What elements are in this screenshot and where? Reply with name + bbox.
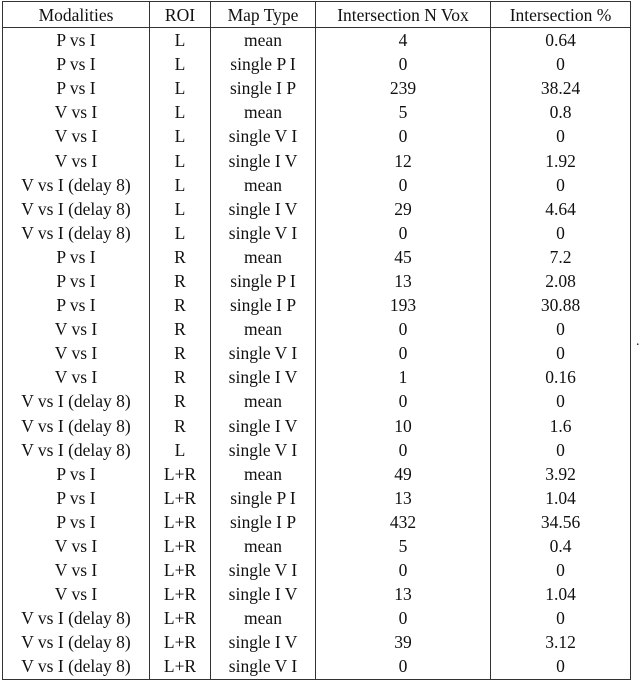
cell-intersection-n-vox: 432 [316,510,491,534]
table-row [3,582,631,606]
cell-map-type: mean [211,173,316,197]
cell-map-type: single I P [211,510,316,534]
cell-roi: R [150,317,211,341]
cell-roi: L [150,221,211,245]
cell-roi: L [150,197,211,221]
table-row [3,197,631,221]
cell-roi: L+R [150,630,211,654]
table-row [3,414,631,438]
cell-intersection-n-vox: 0 [316,438,491,462]
cell-map-type: mean [211,245,316,269]
cell-intersection-n-vox: 10 [316,414,491,438]
cell-modalities: P vs I [3,28,150,53]
cell-roi: L+R [150,486,211,510]
cell-intersection-n-vox: 0 [316,341,491,365]
cell-map-type: single V I [211,438,316,462]
cell-intersection-n-vox: 45 [316,245,491,269]
cell-intersection-n-vox: 5 [316,100,491,124]
header-row [3,2,631,28]
cell-map-type: single I P [211,293,316,317]
cell-modalities: P vs I [3,293,150,317]
table-row [3,389,631,413]
cell-modalities: V vs I (delay 8) [3,630,150,654]
table-row [3,606,631,630]
cell-map-type: single V I [211,654,316,679]
cell-map-type: single P I [211,52,316,76]
cell-modalities: V vs I (delay 8) [3,197,150,221]
cell-map-type: mean [211,462,316,486]
table-row [3,317,631,341]
cell-intersection-percent: 0.64 [491,28,631,53]
cell-roi: R [150,365,211,389]
cell-intersection-percent: 0 [491,654,631,679]
cell-roi: L [150,76,211,100]
cell-roi: L [150,148,211,172]
cell-modalities: V vs I [3,582,150,606]
cell-intersection-percent: 0 [491,606,631,630]
cell-modalities: V vs I [3,148,150,172]
cell-intersection-percent: 2.08 [491,269,631,293]
cell-intersection-n-vox: 0 [316,606,491,630]
cell-map-type: mean [211,317,316,341]
cell-roi: L+R [150,510,211,534]
cell-intersection-percent: 1.04 [491,486,631,510]
header-map-type: Map Type [211,2,316,28]
cell-intersection-n-vox: 193 [316,293,491,317]
cell-modalities: P vs I [3,269,150,293]
table-row [3,100,631,124]
cell-modalities: P vs I [3,76,150,100]
cell-intersection-percent: 0 [491,173,631,197]
cell-map-type: single I V [211,630,316,654]
cell-roi: L+R [150,534,211,558]
table-row [3,76,631,100]
cell-roi: R [150,414,211,438]
cell-intersection-percent: 0 [491,52,631,76]
cell-modalities: V vs I (delay 8) [3,414,150,438]
cell-roi: L+R [150,582,211,606]
cell-roi: L+R [150,606,211,630]
results-table [2,1,631,680]
cell-map-type: mean [211,28,316,53]
cell-roi: L+R [150,654,211,679]
cell-intersection-percent: 0 [491,341,631,365]
cell-map-type: single V I [211,341,316,365]
table-row [3,221,631,245]
cell-intersection-n-vox: 12 [316,148,491,172]
table-row [3,534,631,558]
table-header [3,2,631,28]
cell-intersection-percent: 3.92 [491,462,631,486]
cell-roi: L+R [150,558,211,582]
cell-roi: R [150,269,211,293]
cell-intersection-n-vox: 0 [316,221,491,245]
cell-modalities: V vs I [3,534,150,558]
cell-intersection-n-vox: 39 [316,630,491,654]
cell-intersection-n-vox: 5 [316,534,491,558]
cell-intersection-n-vox: 0 [316,654,491,679]
cell-intersection-percent: 0 [491,438,631,462]
cell-intersection-n-vox: 0 [316,52,491,76]
cell-map-type: single I P [211,76,316,100]
cell-intersection-n-vox: 13 [316,269,491,293]
cell-modalities: V vs I (delay 8) [3,173,150,197]
table-row [3,293,631,317]
table-row [3,52,631,76]
cell-intersection-percent: 7.2 [491,245,631,269]
cell-intersection-percent: 3.12 [491,630,631,654]
cell-intersection-percent: 1.6 [491,414,631,438]
cell-map-type: single I V [211,414,316,438]
cell-map-type: mean [211,389,316,413]
cell-roi: R [150,389,211,413]
table-row [3,510,631,534]
cell-map-type: single I V [211,365,316,389]
cell-intersection-n-vox: 0 [316,558,491,582]
cell-intersection-percent: 0 [491,558,631,582]
cell-map-type: single P I [211,269,316,293]
cell-modalities: V vs I [3,341,150,365]
cell-intersection-n-vox: 13 [316,582,491,606]
table-row [3,365,631,389]
table-row [3,558,631,582]
table-row [3,28,631,53]
cell-map-type: single V I [211,558,316,582]
cell-modalities: P vs I [3,510,150,534]
cell-modalities: V vs I [3,100,150,124]
table-row [3,654,631,679]
cell-modalities: V vs I (delay 8) [3,606,150,630]
cell-roi: L [150,52,211,76]
cell-intersection-n-vox: 239 [316,76,491,100]
cell-intersection-percent: 0 [491,317,631,341]
cell-map-type: single I V [211,582,316,606]
table-row [3,486,631,510]
cell-modalities: V vs I (delay 8) [3,438,150,462]
cell-intersection-percent: 1.92 [491,148,631,172]
cell-modalities: P vs I [3,52,150,76]
cell-intersection-percent: 38.24 [491,76,631,100]
table-row [3,341,631,365]
cell-intersection-n-vox: 29 [316,197,491,221]
cell-roi: R [150,341,211,365]
table-row [3,438,631,462]
table-row [3,148,631,172]
cell-intersection-percent: 0 [491,221,631,245]
cell-intersection-percent: 1.04 [491,582,631,606]
cell-intersection-percent: 30.88 [491,293,631,317]
cell-map-type: single P I [211,486,316,510]
cell-modalities: V vs I [3,365,150,389]
cell-roi: L [150,28,211,53]
cell-intersection-n-vox: 13 [316,486,491,510]
cell-roi: L [150,100,211,124]
cell-modalities: V vs I (delay 8) [3,221,150,245]
header-intersection-percent: Intersection % [491,2,631,28]
header-roi: ROI [150,2,211,28]
table-row [3,269,631,293]
cell-intersection-n-vox: 0 [316,173,491,197]
cell-modalities: P vs I [3,486,150,510]
header-intersection-n-vox: Intersection N Vox [316,2,491,28]
cell-map-type: single V I [211,221,316,245]
cell-intersection-n-vox: 0 [316,317,491,341]
table-row [3,245,631,269]
cell-modalities: V vs I [3,317,150,341]
table-body [3,28,631,680]
cell-intersection-percent: 0 [491,389,631,413]
cell-intersection-percent: 0.4 [491,534,631,558]
table-row [3,630,631,654]
cell-intersection-n-vox: 0 [316,124,491,148]
cell-intersection-percent: 4.64 [491,197,631,221]
cell-map-type: mean [211,606,316,630]
cell-roi: L [150,173,211,197]
cell-modalities: V vs I [3,124,150,148]
cell-modalities: V vs I (delay 8) [3,389,150,413]
cell-map-type: single I V [211,197,316,221]
cell-modalities: V vs I (delay 8) [3,654,150,679]
header-modalities: Modalities [3,2,150,28]
cell-modalities: P vs I [3,245,150,269]
cell-intersection-percent: 0.16 [491,365,631,389]
cell-roi: R [150,245,211,269]
cell-roi: L+R [150,462,211,486]
cell-intersection-n-vox: 0 [316,389,491,413]
cell-map-type: mean [211,534,316,558]
table-row [3,124,631,148]
cell-map-type: single V I [211,124,316,148]
table-row [3,462,631,486]
cell-intersection-n-vox: 49 [316,462,491,486]
cell-modalities: P vs I [3,462,150,486]
table-row [3,173,631,197]
cell-intersection-percent: 0 [491,124,631,148]
cell-map-type: single I V [211,148,316,172]
cell-roi: L [150,438,211,462]
cell-intersection-n-vox: 1 [316,365,491,389]
cell-roi: L [150,124,211,148]
cell-roi: R [150,293,211,317]
cell-modalities: V vs I [3,558,150,582]
cell-intersection-n-vox: 4 [316,28,491,53]
trailing-period: . [636,334,640,349]
cell-map-type: mean [211,100,316,124]
cell-intersection-percent: 34.56 [491,510,631,534]
cell-intersection-percent: 0.8 [491,100,631,124]
